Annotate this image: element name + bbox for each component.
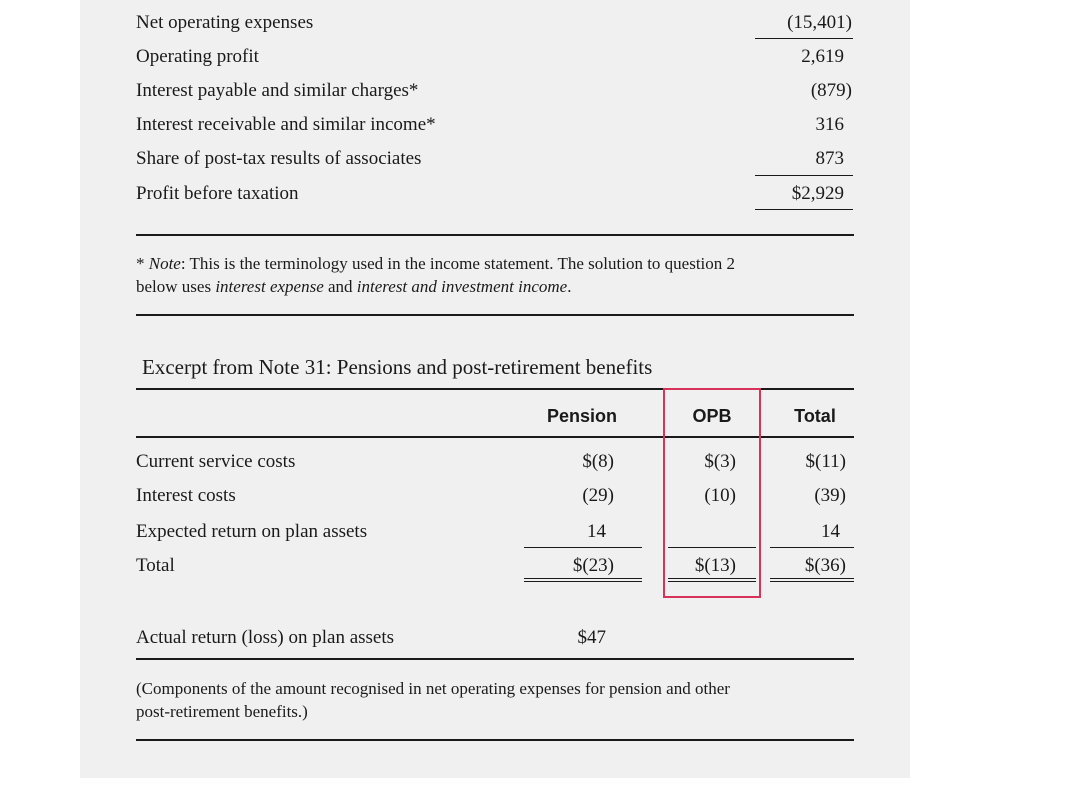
note-line-1: * Note: This is the terminology used in the income statement. The solution to question 2 xyxy=(136,254,736,273)
subtotal-rule xyxy=(524,547,642,548)
total-cell: $(11) xyxy=(805,451,846,472)
column-header-opb: OPB xyxy=(692,406,732,426)
double-underline xyxy=(524,578,642,582)
note-label: Note xyxy=(148,254,181,273)
opb-cell: $(13) xyxy=(694,555,736,576)
total-cell: $(36) xyxy=(804,555,846,576)
pension-cell: $(8) xyxy=(582,451,614,472)
pension-row-label: Expected return on plan assets xyxy=(136,521,368,542)
row-label-interest-payable: Interest payable and similar charges* xyxy=(136,80,419,101)
row-value-profit-before-taxation: $2,929 xyxy=(791,183,844,204)
opb-highlight-box xyxy=(663,388,761,598)
pension-footnote-line-1: (Components of the amount recognised in net operating expenses for pension and other xyxy=(136,679,730,698)
note-line-2: below uses interest expense and interest and investment income. xyxy=(136,277,572,296)
subtotal-rule xyxy=(755,38,853,39)
pension-cell: 14 xyxy=(587,521,606,542)
row-label-operating-profit: Operating profit xyxy=(136,46,259,67)
actual-return-rule xyxy=(136,658,854,660)
row-value-operating-profit: 2,619 xyxy=(801,46,844,67)
row-label-net-operating-expenses: Net operating expenses xyxy=(136,12,314,33)
row-label-interest-receivable: Interest receivable and similar income* xyxy=(136,114,436,135)
opb-cell: (10) xyxy=(704,485,736,506)
total-cell: (39) xyxy=(814,485,846,506)
row-value-net-operating-expenses: (15,401) xyxy=(787,12,852,33)
row-label-share-of-associates: Share of post-tax results of associates xyxy=(136,148,422,169)
row-label-profit-before-taxation: Profit before taxation xyxy=(136,183,299,204)
row-value-share-of-associates: 873 xyxy=(815,148,844,169)
row-value-interest-receivable: 316 xyxy=(815,114,844,135)
bottom-rule xyxy=(136,739,854,741)
subtotal-rule xyxy=(755,175,853,176)
pension-cell: (29) xyxy=(582,485,614,506)
pension-row-label: Current service costs xyxy=(136,451,296,472)
pension-note-title: Excerpt from Note 31: Pensions and post-retirement benefits xyxy=(142,355,653,379)
pension-footnote-line-2: post-retirement benefits.) xyxy=(136,702,308,721)
total-rule xyxy=(755,209,853,210)
row-value-interest-payable: (879) xyxy=(810,80,852,101)
double-underline xyxy=(770,578,854,582)
opb-cell: $(3) xyxy=(704,451,736,472)
pension-cell: $(23) xyxy=(572,555,614,576)
actual-return-value: $47 xyxy=(577,627,606,648)
note-top-rule xyxy=(136,234,854,236)
pension-row-label: Interest costs xyxy=(136,485,236,506)
total-cell: 14 xyxy=(821,521,840,542)
column-header-total: Total xyxy=(794,406,836,426)
pension-row-label: Total xyxy=(136,555,175,576)
actual-return-label: Actual return (loss) on plan assets xyxy=(136,627,395,648)
subtotal-rule xyxy=(770,547,854,548)
column-header-pension: Pension xyxy=(546,406,617,426)
note-bottom-rule xyxy=(136,314,854,316)
